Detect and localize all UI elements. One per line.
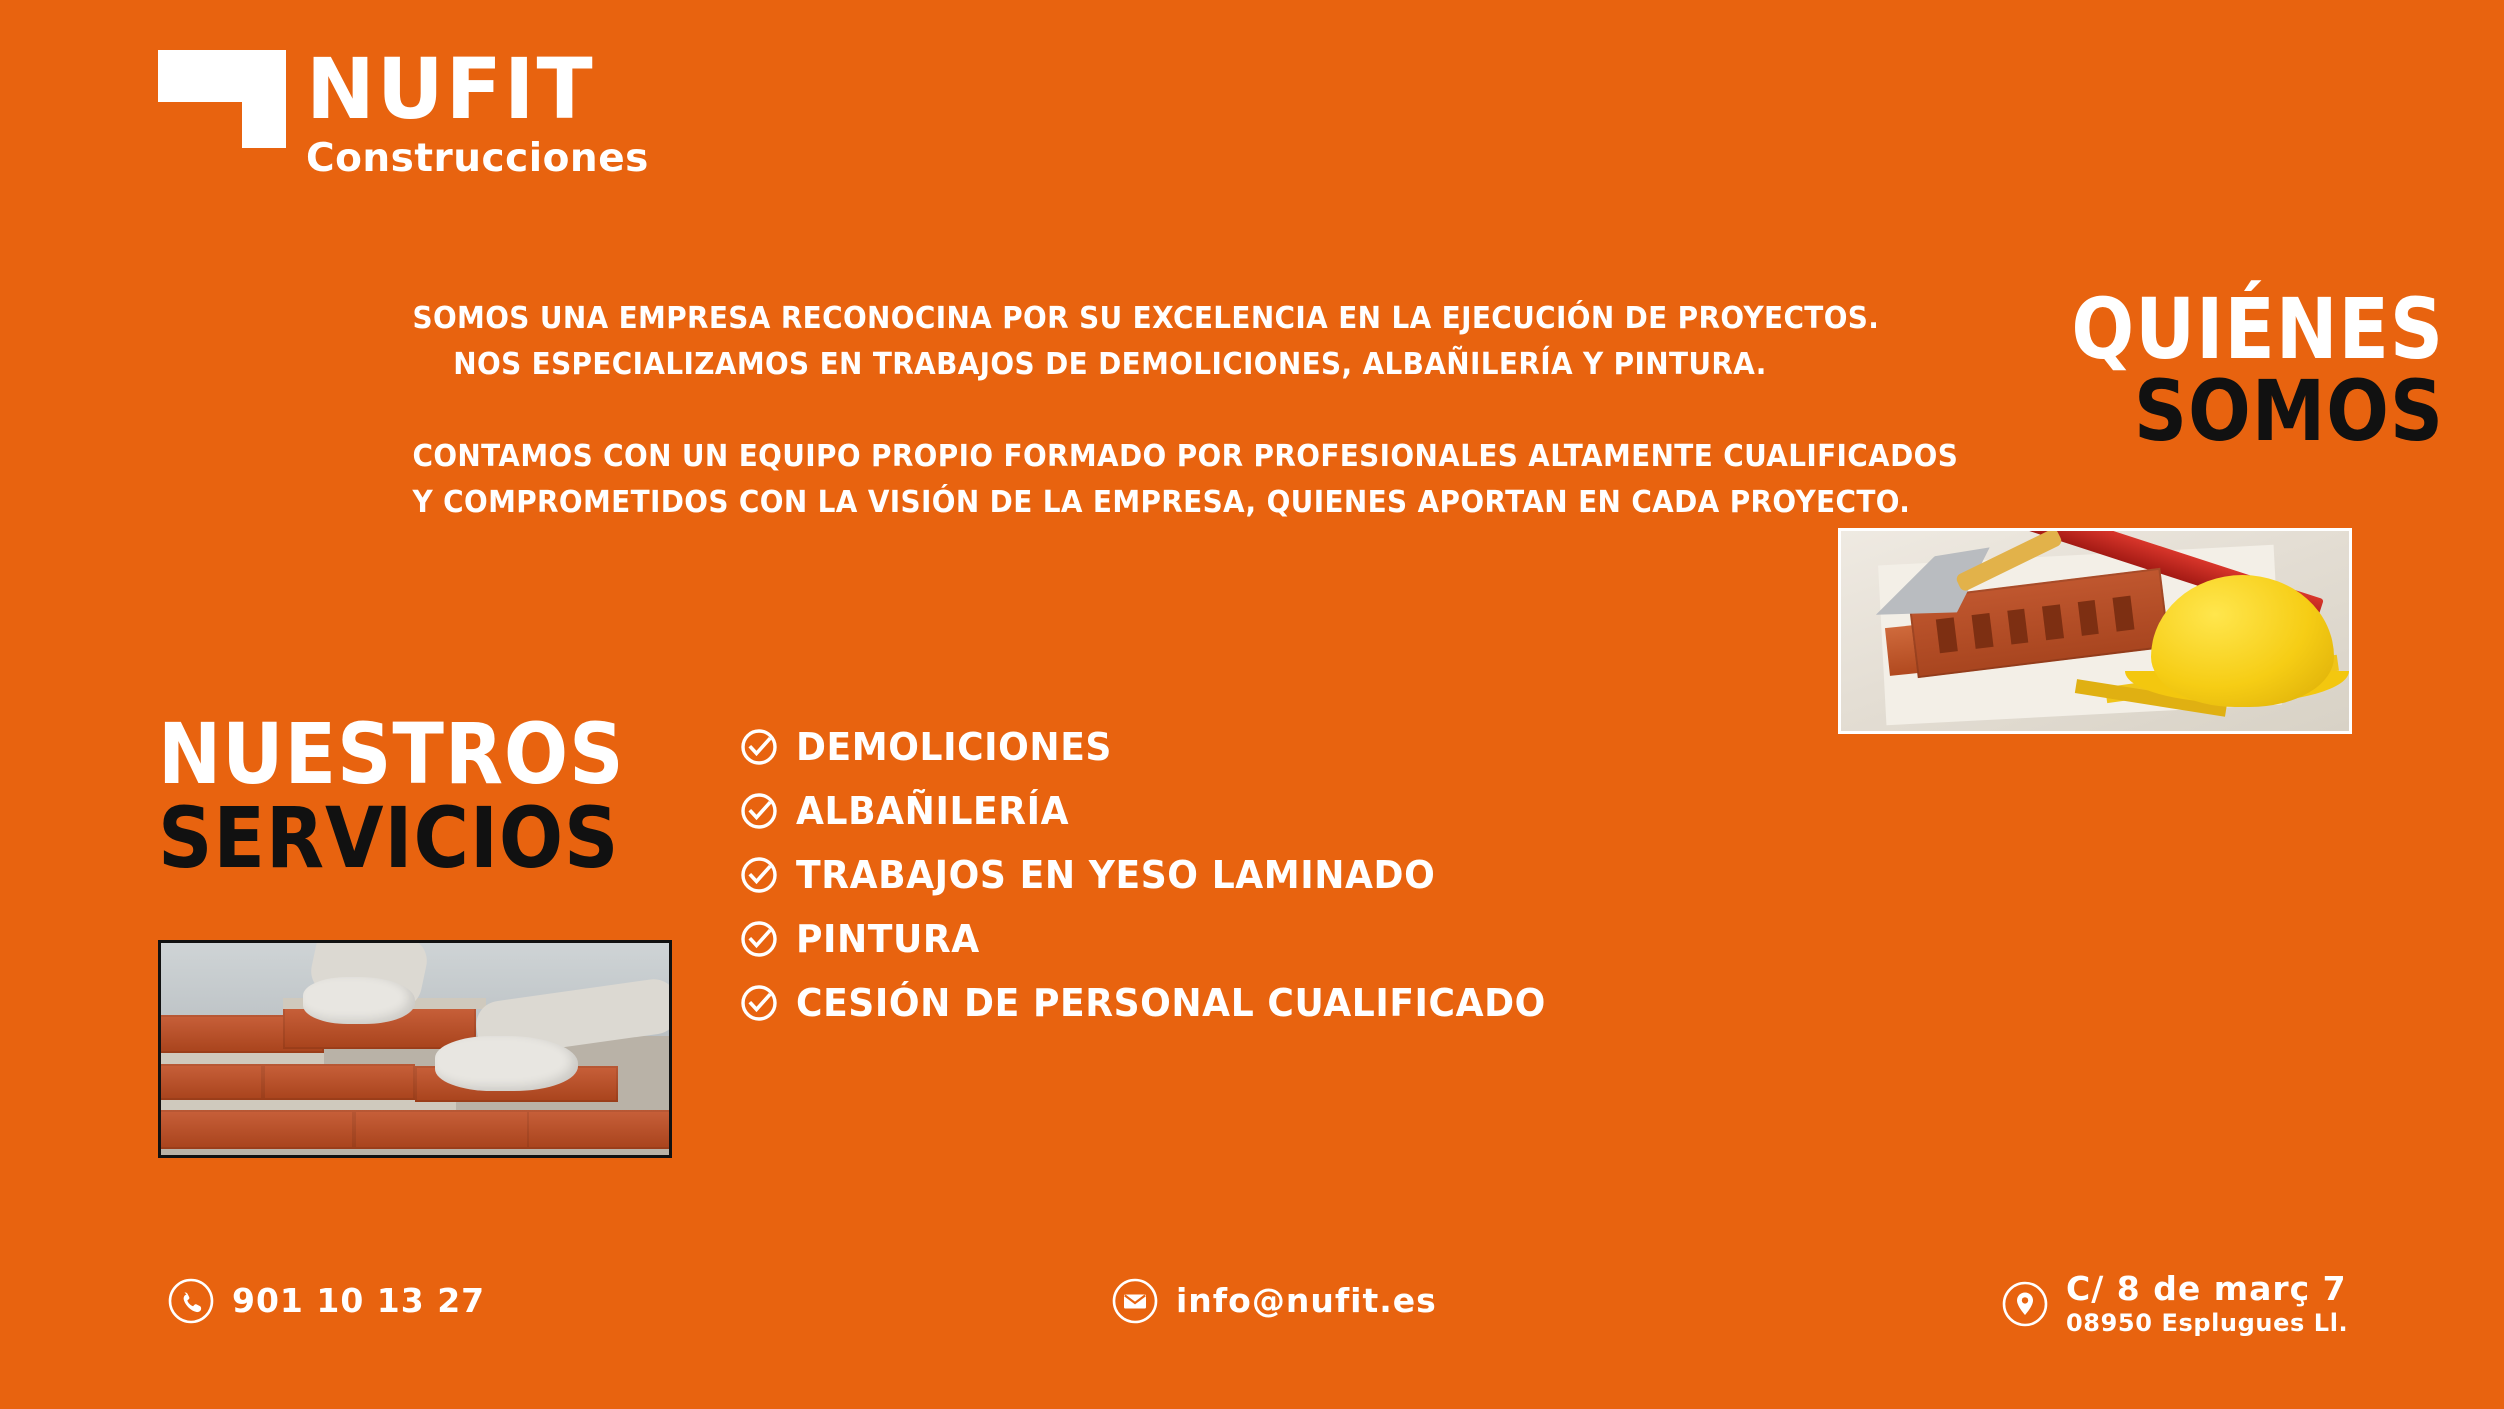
envelope-icon	[1112, 1278, 1158, 1324]
service-label: TRABAJOS EN YESO LAMINADO	[796, 853, 1436, 897]
footer-address-line1: C/ 8 de març 7	[2066, 1269, 2347, 1308]
list-item	[740, 843, 1740, 907]
check-circle-icon	[740, 920, 778, 958]
services-heading	[158, 705, 678, 887]
footer-address-line2: 08950 Esplugues Ll.	[2066, 1309, 2349, 1337]
footer-email[interactable]	[1112, 1278, 1437, 1324]
about-paragraph2-line2: Y COMPROMETIDOS CON LA VISIÓN DE LA EMPRESA, QUIENES APORTAN EN CADA PROYECTO.	[412, 485, 1911, 520]
list-item	[740, 971, 1740, 1035]
service-label: ALBAÑILERÍA	[796, 789, 1070, 833]
about-paragraph1-line1: SOMOS UNA EMPRESA RECONOCINA POR SU EXCELENCIA EN LA EJECUCIÓN DE PROYECTOS.	[412, 301, 1880, 336]
services-photo	[158, 940, 672, 1158]
about-heading-line2: SOMOS	[2133, 362, 2444, 460]
footer-phone[interactable]	[168, 1278, 485, 1324]
brand-logo	[158, 40, 718, 196]
about-photo	[1838, 528, 2352, 734]
footer-address-lines	[2066, 1270, 2348, 1338]
brand-wordmark	[306, 40, 649, 182]
nufit-square-logo-icon	[158, 50, 286, 178]
service-label: PINTURA	[796, 917, 980, 961]
check-circle-icon	[740, 792, 778, 830]
location-pin-icon	[2002, 1281, 2048, 1327]
service-label: CESIÓN DE PERSONAL CUALIFICADO	[796, 981, 1546, 1025]
about-paragraph1-line2: NOS ESPECIALIZAMOS EN TRABAJOS DE DEMOLICIONES, ALBAÑILERÍA Y PINTURA.	[453, 347, 1767, 382]
about-heading-line1: QUIÉNES	[2071, 280, 2444, 378]
footer-phone-value: 901 10 13 27	[232, 1281, 486, 1320]
list-item	[740, 715, 1740, 779]
paragraph-spacer	[360, 388, 1860, 434]
phone-icon	[168, 1278, 214, 1324]
services-heading-line2: SERVICIOS	[158, 789, 620, 887]
services-list	[740, 715, 1740, 1035]
brand-subtitle: Construcciones	[306, 136, 649, 181]
check-circle-icon	[740, 728, 778, 766]
check-circle-icon	[740, 856, 778, 894]
list-item	[740, 779, 1740, 843]
about-heading	[1924, 280, 2444, 460]
services-heading-line1: NUESTROS	[158, 705, 625, 803]
footer-address[interactable]	[2002, 1270, 2348, 1338]
about-paragraph2-line1: CONTAMOS CON UN EQUIPO PROPIO FORMADO POR PROFESIONALES ALTAMENTE CUALIFICADOS	[412, 439, 1959, 474]
service-label: DEMOLICIONES	[796, 725, 1113, 769]
list-item	[740, 907, 1740, 971]
brand-name: NUFIT	[306, 40, 595, 138]
check-circle-icon	[740, 984, 778, 1022]
footer-email-value: info@nufit.es	[1176, 1281, 1437, 1320]
about-text-block	[360, 296, 1959, 526]
